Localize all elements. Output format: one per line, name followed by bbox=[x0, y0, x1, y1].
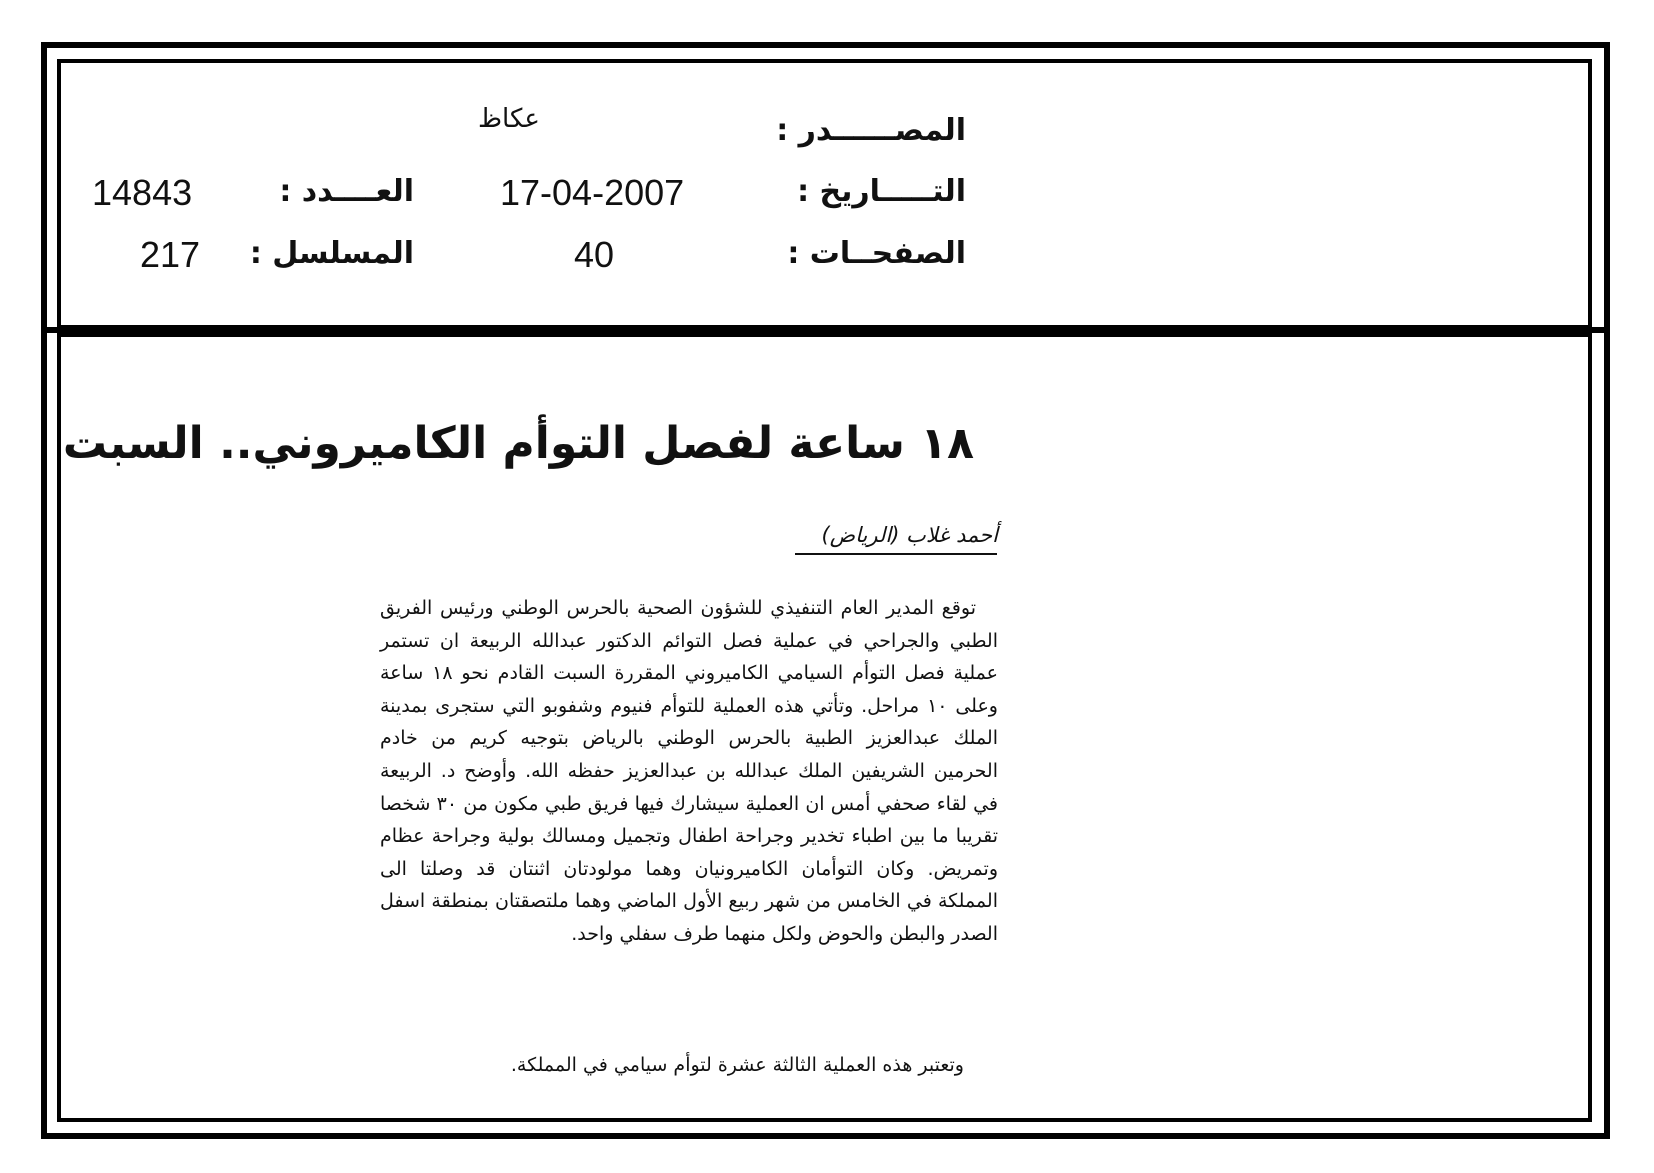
pages-value: 40 bbox=[574, 234, 615, 275]
article-byline: أحمد غلاب (الرياض) bbox=[821, 523, 998, 547]
article-closing: وتعتبر هذه العملية الثالثة عشرة لتوأم سيامي في المملكة. bbox=[510, 1054, 964, 1076]
date-value: 17-04-2007 bbox=[500, 172, 685, 213]
serial-label: المسلسل : bbox=[249, 236, 414, 271]
source-label: المصــــــدر : bbox=[776, 113, 966, 148]
pages-label: الصفحــات : bbox=[787, 236, 966, 271]
article-title: ١٨ ساعة لفصل التوأم الكاميروني.. السبت bbox=[62, 418, 974, 469]
issue-label: العــــدد : bbox=[279, 174, 414, 209]
serial-value: 217 bbox=[140, 234, 201, 275]
issue-value: 14843 bbox=[92, 172, 193, 213]
byline-underline bbox=[795, 553, 997, 555]
date-label: التـــــاريخ : bbox=[797, 174, 966, 209]
article-body-text: توقع المدير العام التنفيذي للشؤون الصحية بالحرس الوطني ورئيس الفريق الطبي والجراحي في عملية فصل التوائم الدكتور عبدالله الربيعة ان تستمر عملية فصل التوأم السيامي الكاميروني المقررة السبت القادم نحو ١٨ ساعة وعلى ١٠ مراحل. وتأتي هذه العملية للتوأم فنيوم وشفوبو التي ستجرى بمدينة الملك عبدالعزيز الطبية بالحرس الوطني بالرياض بتوجيه كريم من خادم الحرمين الشريفين الملك عبدالله بن عبدالعزيز حفظه الله. وأوضح د. الربيعة في لقاء صحفي أمس ان العملية سيشارك فيها فريق طبي مكون من ٣٠ شخصا تقريبا ما بين اطباء تخدير وجراحة اطفال وتجميل ومسالك بولية وجراحة عظام وتمريض. وكان التوأمان الكاميرونيان وهما مولودتان اثنتان قد وصلتا الى المملكة في الخامس من شهر ربيع الأول الماضي وهما ملتصقتان بمنطقة اسفل الصدر والبطن والحوض ولكل منهما طرف سفلي واحد. bbox=[380, 597, 998, 945]
source-value: عكاظ bbox=[478, 104, 540, 134]
article-body bbox=[380, 592, 998, 951]
